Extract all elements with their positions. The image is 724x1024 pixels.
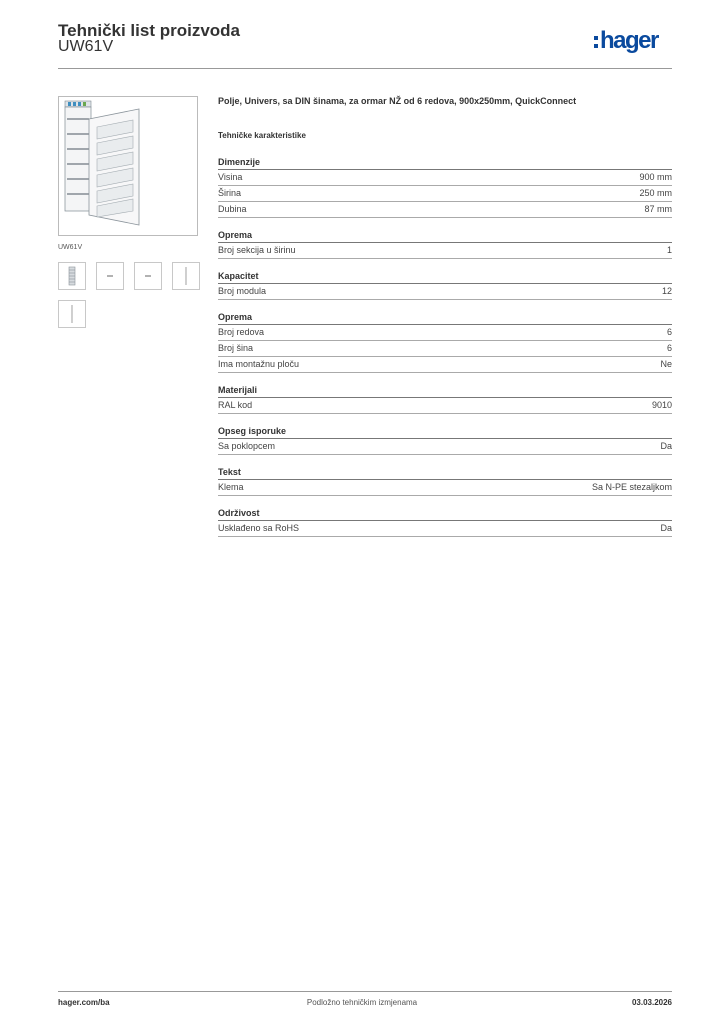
- spec-row: [218, 357, 672, 373]
- spec-row: [218, 202, 672, 218]
- hager-logo: [594, 27, 674, 55]
- product-code: UW61V: [58, 38, 114, 55]
- spec-value: Ne: [660, 359, 672, 369]
- spec-label: Sa poklopcem: [218, 441, 276, 451]
- footer-divider: [58, 991, 672, 992]
- footer-website-link[interactable]: hager.com/ba: [58, 998, 110, 1007]
- spec-row: [218, 480, 672, 496]
- logo-text: hager: [600, 27, 658, 54]
- product-image-caption: UW61V: [58, 244, 83, 251]
- spec-value: 87 mm: [644, 204, 672, 214]
- spec-label: Broj šina: [218, 343, 254, 353]
- spec-group-oprema: [218, 228, 672, 259]
- spec-value: 6: [666, 343, 672, 353]
- spec-label: Broj modula: [218, 286, 267, 296]
- spec-row: [218, 325, 672, 341]
- spec-value: 900 mm: [639, 172, 672, 182]
- group-title: Oprema: [218, 228, 672, 243]
- spec-label: Dubina: [218, 204, 247, 214]
- group-title: Opseg isporuke: [218, 424, 672, 439]
- spec-table: [218, 155, 672, 547]
- footer-notice: Podložno tehničkim izmjenama: [306, 998, 418, 1007]
- spec-row: [218, 243, 672, 259]
- spec-value: 250 mm: [639, 188, 672, 198]
- thumbnail-drawing-3[interactable]: [172, 262, 200, 290]
- spec-row: [218, 439, 672, 455]
- spec-group-tekst: [218, 465, 672, 496]
- spec-group-odrzivost: [218, 506, 672, 537]
- group-title: Materijali: [218, 383, 672, 398]
- spec-value: 12: [661, 286, 672, 296]
- spec-row: [218, 398, 672, 414]
- group-title: Održivost: [218, 506, 672, 521]
- product-image: [58, 96, 198, 236]
- thumbnail-drawing-4[interactable]: [58, 300, 86, 328]
- spec-value: 6: [666, 327, 672, 337]
- section-heading: Tehničke karakteristike: [218, 131, 306, 140]
- page-title: Tehnički list proizvoda: [58, 21, 240, 40]
- spec-label: Klema: [218, 482, 244, 492]
- logo-dots-icon: [594, 36, 598, 50]
- spec-value: Da: [660, 523, 672, 533]
- group-title: Kapacitet: [218, 269, 672, 284]
- spec-row: [218, 170, 672, 186]
- spec-row: [218, 186, 672, 202]
- spec-label: Širina: [218, 188, 242, 198]
- spec-value: 1: [666, 245, 672, 255]
- spec-group-dimenzije: [218, 155, 672, 218]
- spec-label: Visina: [218, 172, 243, 182]
- spec-group-opseg-isporuke: [218, 424, 672, 455]
- spec-group-oprema-2: [218, 310, 672, 373]
- spec-label: Broj sekcija u širinu: [218, 245, 296, 255]
- spec-value: Da: [660, 441, 672, 451]
- spec-label: Ima montažnu ploču: [218, 359, 300, 369]
- header-divider: [58, 68, 672, 69]
- spec-label: Broj redova: [218, 327, 265, 337]
- spec-value: 9010: [651, 400, 672, 410]
- footer-date: 03.03.2026: [631, 998, 672, 1007]
- spec-label: Usklađeno sa RoHS: [218, 523, 300, 533]
- spec-row: [218, 521, 672, 537]
- thumbnail-drawing-2[interactable]: [134, 262, 162, 290]
- group-title: Tekst: [218, 465, 672, 480]
- thumbnail-photo[interactable]: [58, 262, 86, 290]
- spec-row: [218, 284, 672, 300]
- product-description: Polje, Univers, sa DIN šinama, za ormar NŽ od 6 redova, 900x250mm, QuickConnect: [218, 96, 577, 106]
- spec-value: Sa N-PE stezaljkom: [591, 482, 672, 492]
- spec-group-kapacitet: [218, 269, 672, 300]
- spec-group-materijali: [218, 383, 672, 414]
- spec-row: [218, 341, 672, 357]
- thumbnail-drawing-1[interactable]: [96, 262, 124, 290]
- spec-label: RAL kod: [218, 400, 253, 410]
- group-title: Dimenzije: [218, 155, 672, 170]
- group-title: Oprema: [218, 310, 672, 325]
